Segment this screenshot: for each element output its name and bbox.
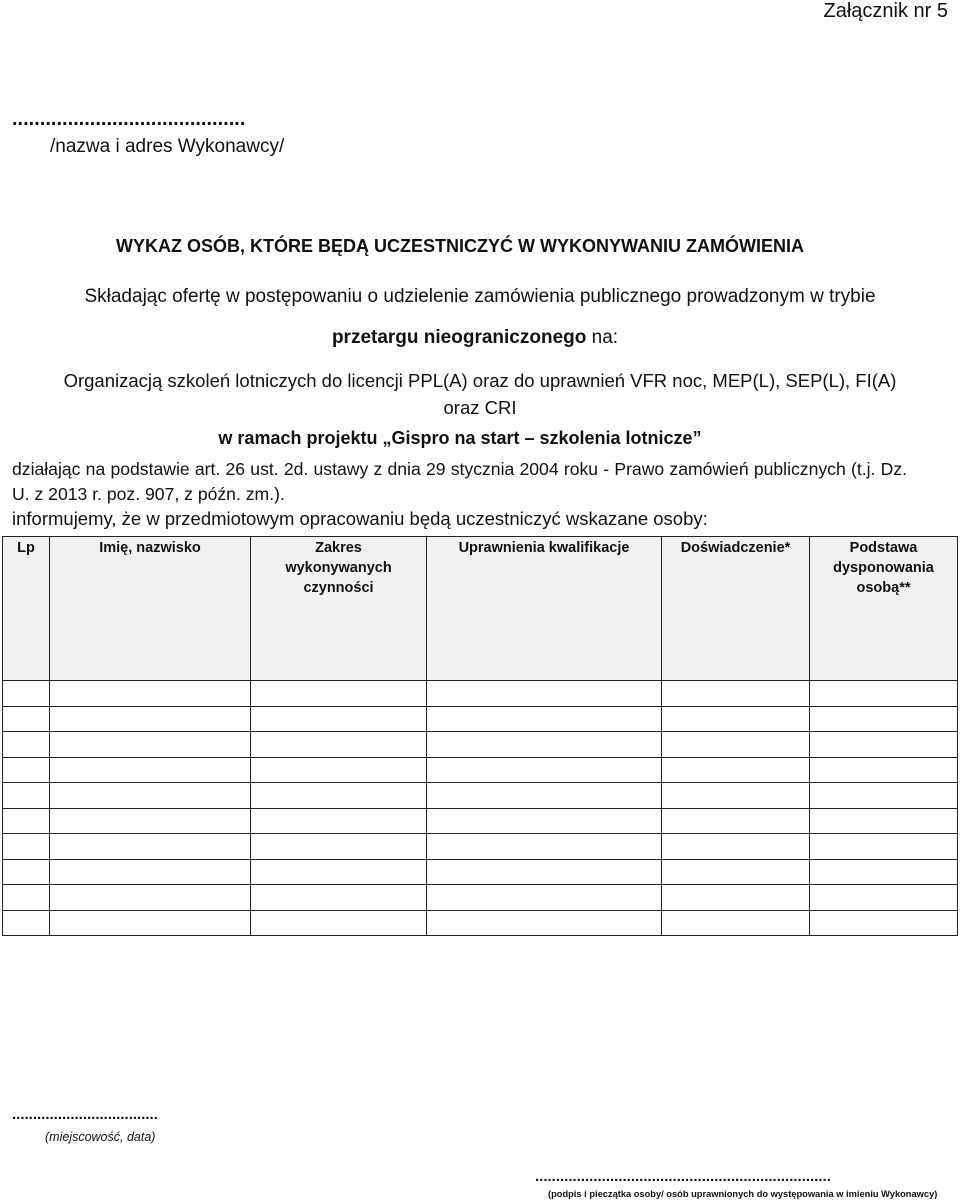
- table-row: [3, 834, 958, 860]
- annex-number: Załącznik nr 5: [823, 0, 948, 22]
- table-cell[interactable]: [427, 808, 662, 834]
- place-date-dots: ...................................: [12, 1106, 158, 1123]
- table-cell[interactable]: [810, 681, 958, 707]
- procedure-suffix: na:: [586, 327, 619, 348]
- table-cell[interactable]: [662, 910, 810, 936]
- table-cell[interactable]: [251, 808, 427, 834]
- table-cell[interactable]: [251, 681, 427, 707]
- table-row: [3, 808, 958, 834]
- table-cell[interactable]: [810, 808, 958, 834]
- table-cell[interactable]: [251, 885, 427, 911]
- table-cell[interactable]: [810, 783, 958, 809]
- table-cell[interactable]: [810, 885, 958, 911]
- signature-label: (podpis i pieczątka osoby/ osób uprawnionych do występowania w imieniu Wykonawcy): [548, 1189, 938, 1199]
- table-cell[interactable]: [50, 808, 251, 834]
- table-cell[interactable]: [810, 757, 958, 783]
- table-cell[interactable]: [427, 757, 662, 783]
- table-cell[interactable]: [251, 757, 427, 783]
- table-cell[interactable]: [427, 859, 662, 885]
- table-cell[interactable]: [50, 910, 251, 936]
- table-cell[interactable]: [427, 834, 662, 860]
- table-cell[interactable]: [662, 706, 810, 732]
- table-cell[interactable]: [50, 859, 251, 885]
- table-cell[interactable]: [3, 808, 50, 834]
- column-header-scope: Zakres wykonywanych czynności: [251, 537, 427, 681]
- table-cell[interactable]: [3, 834, 50, 860]
- column-header-experience: Doświadczenie*: [662, 537, 810, 681]
- table-cell[interactable]: [251, 859, 427, 885]
- subject-line-1: Organizacją szkoleń lotniczych do licencji PPL(A) oraz do uprawnień VFR noc, MEP(L), SEP(L), FI(A): [63, 370, 897, 391]
- persons-table: [2, 536, 958, 936]
- table-cell[interactable]: [50, 885, 251, 911]
- column-header-qualifications: Uprawnienia kwalifikacje: [427, 537, 662, 681]
- table-row: [3, 859, 958, 885]
- table-cell[interactable]: [50, 681, 251, 707]
- table-cell[interactable]: [50, 783, 251, 809]
- table-cell[interactable]: [662, 757, 810, 783]
- table-cell[interactable]: [427, 783, 662, 809]
- subject-line-2: oraz CRI: [443, 397, 517, 418]
- table-cell[interactable]: [662, 681, 810, 707]
- table-row: [3, 757, 958, 783]
- table-cell[interactable]: [810, 859, 958, 885]
- column-header-disposal-basis: Podstawa dysponowania osobą**: [810, 537, 958, 681]
- contractor-dots: ..........................................: [12, 108, 246, 130]
- table-row: [3, 910, 958, 936]
- table-cell[interactable]: [50, 706, 251, 732]
- procedure-type: przetargu nieograniczonego: [331, 327, 587, 348]
- contractor-label: /nazwa i adres Wykonawcy/: [50, 136, 285, 157]
- intro-line: Składając ofertę w postępowaniu o udzielenie zamówienia publicznego prowadzonym w trybie: [84, 286, 876, 307]
- column-header-lp: Lp: [3, 537, 50, 681]
- table-cell[interactable]: [50, 757, 251, 783]
- table-cell[interactable]: [50, 834, 251, 860]
- signature-dots: .......................................................................: [535, 1168, 831, 1185]
- legal-basis: działając na podstawie art. 26 ust. 2d. ustawy z dnia 29 stycznia 2004 roku - Prawo zamówień publicznych (t.j. Dz. U. z 2013 r. poz. 907, z późn. zm.).: [12, 459, 907, 504]
- table-cell[interactable]: [662, 732, 810, 758]
- table-cell[interactable]: [810, 706, 958, 732]
- table-cell[interactable]: [3, 783, 50, 809]
- table-cell[interactable]: [662, 885, 810, 911]
- project-name: w ramach projektu „Gispro na start – szkolenia lotnicze”: [218, 428, 702, 448]
- table-cell[interactable]: [3, 910, 50, 936]
- table-cell[interactable]: [427, 706, 662, 732]
- table-cell[interactable]: [3, 681, 50, 707]
- table-cell[interactable]: [810, 834, 958, 860]
- table-cell[interactable]: [427, 732, 662, 758]
- table-cell[interactable]: [662, 834, 810, 860]
- table-cell[interactable]: [251, 732, 427, 758]
- procedure-line: [0, 327, 950, 349]
- table-cell[interactable]: [3, 757, 50, 783]
- table-cell[interactable]: [662, 808, 810, 834]
- table-cell[interactable]: [3, 885, 50, 911]
- table-cell[interactable]: [662, 783, 810, 809]
- table-cell[interactable]: [427, 910, 662, 936]
- document-title: WYKAZ OSÓB, KTÓRE BĘDĄ UCZESTNICZYĆ W WYKONYWANIU ZAMÓWIENIA: [116, 236, 804, 256]
- table-cell[interactable]: [3, 732, 50, 758]
- table-cell[interactable]: [251, 783, 427, 809]
- table-row: [3, 681, 958, 707]
- table-cell[interactable]: [662, 859, 810, 885]
- inform-line: informujemy, że w przedmiotowym opracowaniu będą uczestniczyć wskazane osoby:: [12, 508, 708, 529]
- table-cell[interactable]: [427, 885, 662, 911]
- table-cell[interactable]: [810, 910, 958, 936]
- column-header-name: Imię, nazwisko: [50, 537, 251, 681]
- table-row: [3, 732, 958, 758]
- table-row: [3, 706, 958, 732]
- table-cell[interactable]: [427, 681, 662, 707]
- table-header-row: [3, 537, 958, 681]
- table-cell[interactable]: [251, 706, 427, 732]
- table-cell[interactable]: [251, 910, 427, 936]
- table-cell[interactable]: [3, 859, 50, 885]
- table-cell[interactable]: [3, 706, 50, 732]
- place-date-label: (miejscowość, data): [45, 1130, 156, 1144]
- table-body: [3, 681, 958, 936]
- table-cell[interactable]: [50, 732, 251, 758]
- table-row: [3, 885, 958, 911]
- table-row: [3, 783, 958, 809]
- table-cell[interactable]: [251, 834, 427, 860]
- table-cell[interactable]: [810, 732, 958, 758]
